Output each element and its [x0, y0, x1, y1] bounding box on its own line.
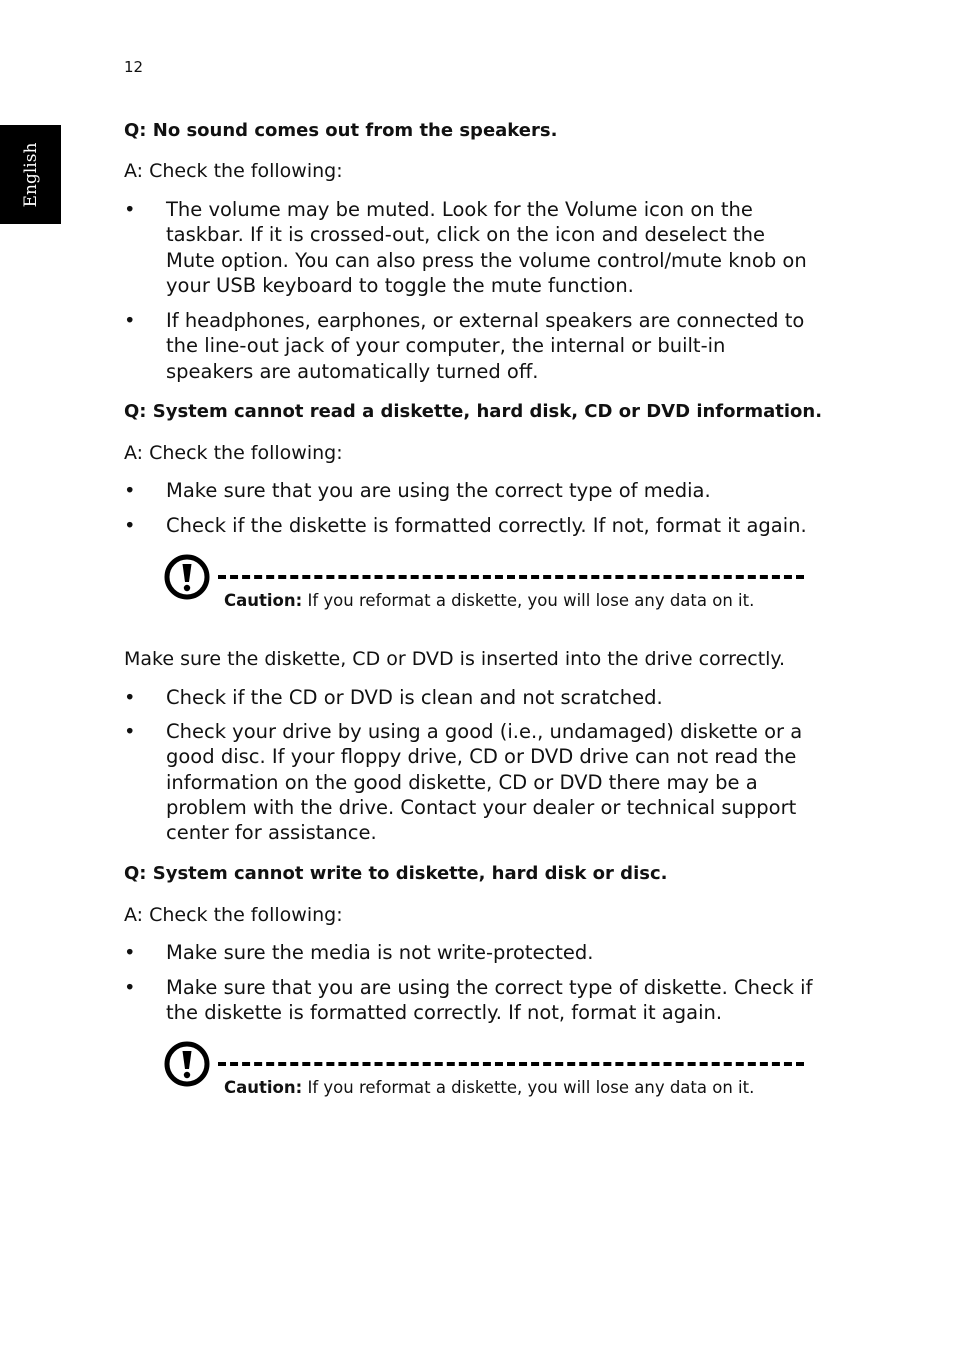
- caution-divider: [218, 575, 804, 579]
- question-heading: Q: System cannot read a diskette, hard disk, CD or DVD information.: [124, 401, 823, 422]
- question-heading: Q: System cannot write to diskette, hard disk or disc.: [124, 863, 668, 884]
- list-item-text: The volume may be muted. Look for the Volume icon on the taskbar. If it is crossed-out, click on the icon and deselect the Mute option. You can also press the volume control/mute knob on your USB keyboard to toggle the mute function.: [166, 198, 807, 297]
- exclamation-circle-icon: [164, 554, 210, 600]
- list-item-text: Check if the CD or DVD is clean and not scratched.: [166, 686, 663, 709]
- list-item-text: Make sure that you are using the correct type of media.: [166, 479, 711, 502]
- page-number: 12: [124, 58, 144, 76]
- question-heading: Q: No sound comes out from the speakers.: [124, 120, 558, 141]
- caution-label: Caution:: [224, 591, 303, 610]
- exclamation-circle-icon: [164, 1041, 210, 1087]
- caution-body: If you reformat a diskette, you will lose any data on it.: [302, 591, 755, 610]
- caution-note: [164, 1041, 814, 1111]
- answer-intro: A: Check the following:: [124, 442, 343, 464]
- bullet-icon: •: [124, 479, 136, 502]
- bullet-icon: •: [124, 198, 136, 221]
- bullet-icon: •: [124, 514, 136, 537]
- language-tab: [0, 125, 61, 224]
- language-tab-label: English: [20, 142, 41, 207]
- caution-body: If you reformat a diskette, you will lose any data on it.: [302, 1078, 755, 1097]
- body-paragraph: Make sure the diskette, CD or DVD is inserted into the drive correctly.: [124, 648, 786, 670]
- caution-divider: [218, 1062, 804, 1066]
- list-item-text: Check your drive by using a good (i.e., undamaged) diskette or a good disc. If your floppy drive, CD or DVD drive can not read the information on the good diskette, CD or DVD there may be a problem with the drive. Contact your dealer or technical support center for assistance.: [166, 720, 803, 845]
- bullet-icon: •: [124, 941, 136, 964]
- caution-label: Caution:: [224, 1078, 303, 1097]
- list-item-text: Make sure the media is not write-protected.: [166, 941, 594, 964]
- list-item-text: Check if the diskette is formatted correctly. If not, format it again.: [166, 514, 807, 537]
- list-item-text: If headphones, earphones, or external speakers are connected to the line-out jack of your computer, the internal or built-in speakers are automatically turned off.: [166, 309, 805, 383]
- caution-text: [224, 1078, 754, 1097]
- bullet-icon: •: [124, 309, 136, 332]
- caution-note: [164, 554, 814, 624]
- answer-intro: A: Check the following:: [124, 904, 343, 926]
- caution-text: [224, 591, 754, 610]
- answer-intro: A: Check the following:: [124, 160, 343, 182]
- bullet-icon: •: [124, 686, 136, 709]
- list-item-text: Make sure that you are using the correct type of diskette. Check if the diskette is formatted correctly. If not, format it again.: [166, 976, 813, 1025]
- bullet-icon: •: [124, 976, 136, 999]
- bullet-icon: •: [124, 720, 136, 743]
